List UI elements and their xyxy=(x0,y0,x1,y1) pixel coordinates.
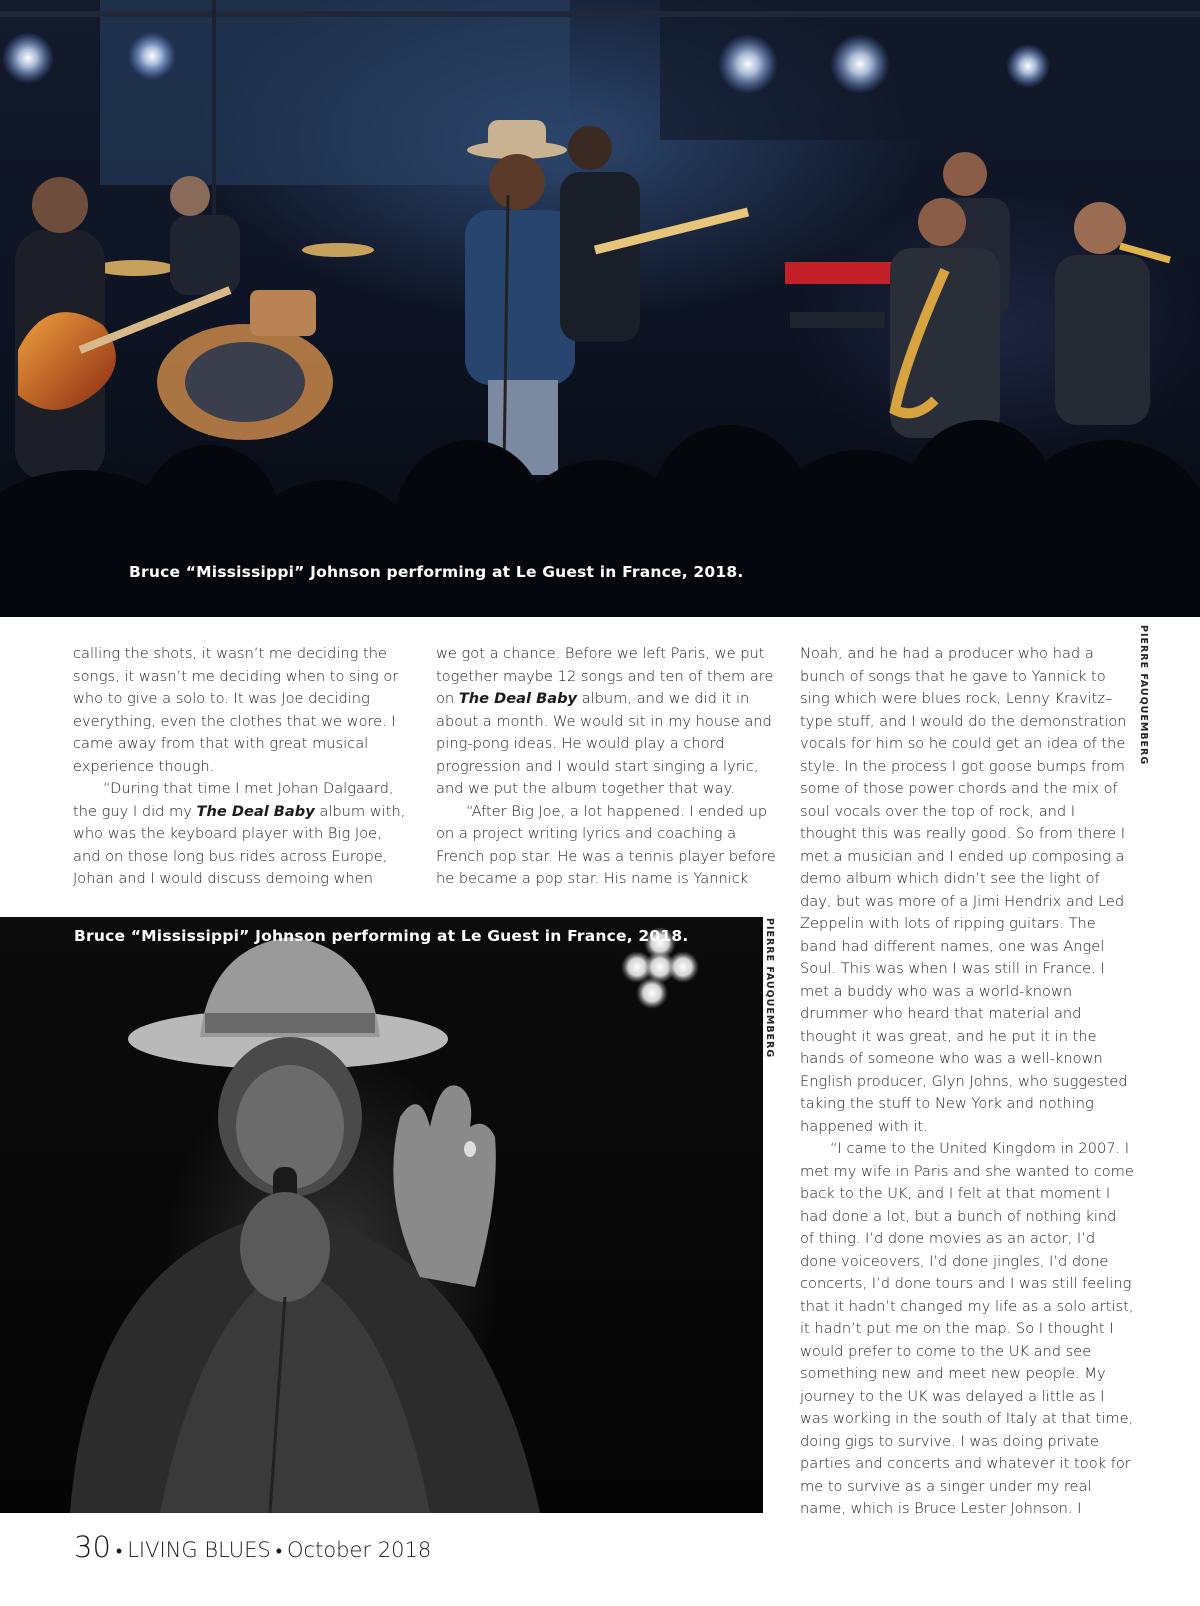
bottom-photo-credit: PIERRE FAUQUEMBERG xyxy=(764,918,775,1059)
bullet-separator: • xyxy=(115,1541,123,1562)
bullet-separator: • xyxy=(275,1541,283,1562)
column-3-paragraph-1: Noah, and he had a producer who had a bunch of songs that he gave to Yannick to sing which were blues rock, Lenny Kravitz–type stuff, and I would do the demonstration vocals for him so he could get an idea of the style. In the process I got goose bumps from some of those power chords and the mix of soul vocals over the top of rock, and I thought this was really good. So from there I met a musician and I ended up composing a demo album which didn’t see the light of day, but was more of a Jimi Hendrix and Led Zeppelin with lots of ripping guitars. The band had different names, one was Angel Soul. This was when I was still in France. I met a buddy who was a world-known drummer who heard that material and thought it was great, and he put it in the hands of someone who was a well-known English producer, Glyn Johns, who suggested taking the stuff to New York and nothing happened with it. xyxy=(800,645,1128,1135)
column-3-paragraph-2: “I came to the United Kingdom in 2007. I met my wife in Paris and she wanted to come back to the UK, and I felt at that moment I had done a lot, but a bunch of nothing kind of thing. I’d done movies as an actor, I’d done voiceovers, I’d done jingles, I’d done concerts, I’d done tours and I was still feeling that it hadn’t changed my life as a solo artist, it hadn’t put me on the map. So I thought I would prefer to come to the UK and see something new and meet new people. My journey to the UK was delayed a little as I was working in the south of Italy at that time, doing gigs to survive. I was doing private parties and concerts and whatever it took for me to survive as a singer under my real name, which is Bruce Lester Johnson. I xyxy=(800,1140,1134,1517)
audience-silhouettes xyxy=(0,420,1200,617)
page-number: 30 xyxy=(74,1530,111,1564)
bottom-photo-caption: Bruce “Mississippi” Johnson performing at Le Guest in France, 2018. xyxy=(74,927,689,945)
album-title: The Deal Baby xyxy=(458,690,578,707)
column-2-text: we got a chance. Before we left Paris, we put together maybe 12 songs and ten of them are on xyxy=(436,645,774,707)
bottom-portrait-photo xyxy=(0,917,763,1513)
top-photo-credit: PIERRE FAUQUEMBERG xyxy=(1138,625,1149,766)
trumpet-player xyxy=(1055,202,1170,425)
column-2-paragraph-2: “After Big Joe, a lot happened. I ended up on a project writing lyrics and coaching a French pop star. He was a tennis player before he became a pop star. His name is Yannick xyxy=(436,802,776,887)
band-stage-illustration xyxy=(0,0,1200,617)
bass-player xyxy=(560,126,748,342)
page-folio xyxy=(74,1530,431,1564)
drum-kit xyxy=(95,176,374,440)
singer-portrait-illustration xyxy=(0,917,763,1513)
article-column-1 xyxy=(73,643,413,891)
top-concert-photo xyxy=(0,0,1200,617)
column-1-text: album with, who was the keyboard player with Big Joe, and on those long bus rides across Europe, Johan and I would discuss demoing when xyxy=(73,802,406,887)
album-title: The Deal Baby xyxy=(196,802,315,820)
article-column-3 xyxy=(800,643,1135,1521)
issue-date: October 2018 xyxy=(287,1538,432,1562)
top-photo-caption: Bruce “Mississippi” Johnson performing at Le Guest in France, 2018. xyxy=(129,563,744,581)
column-1-paragraph-2 xyxy=(73,778,413,891)
column-2-paragraph-1 xyxy=(436,643,776,801)
column-2-text: album, and we did it in about a month. We would sit in my house and ping-pong ideas. He would play a chord progression and I would start singing a lyric, and we put the album together that way. xyxy=(436,690,772,797)
column-1-text: “During that time I met Johan Dalgaard, the guy I did my xyxy=(73,780,394,820)
magazine-name: LIVING BLUES xyxy=(127,1538,271,1562)
column-1-paragraph-1: calling the shots, it wasn’t me deciding the songs, it wasn’t me deciding when to sing or who to give a solo to. It was Joe deciding everything, even the clothes that we wore. I came away from that with great musical experience though. xyxy=(73,645,399,775)
article-column-2 xyxy=(436,643,776,891)
